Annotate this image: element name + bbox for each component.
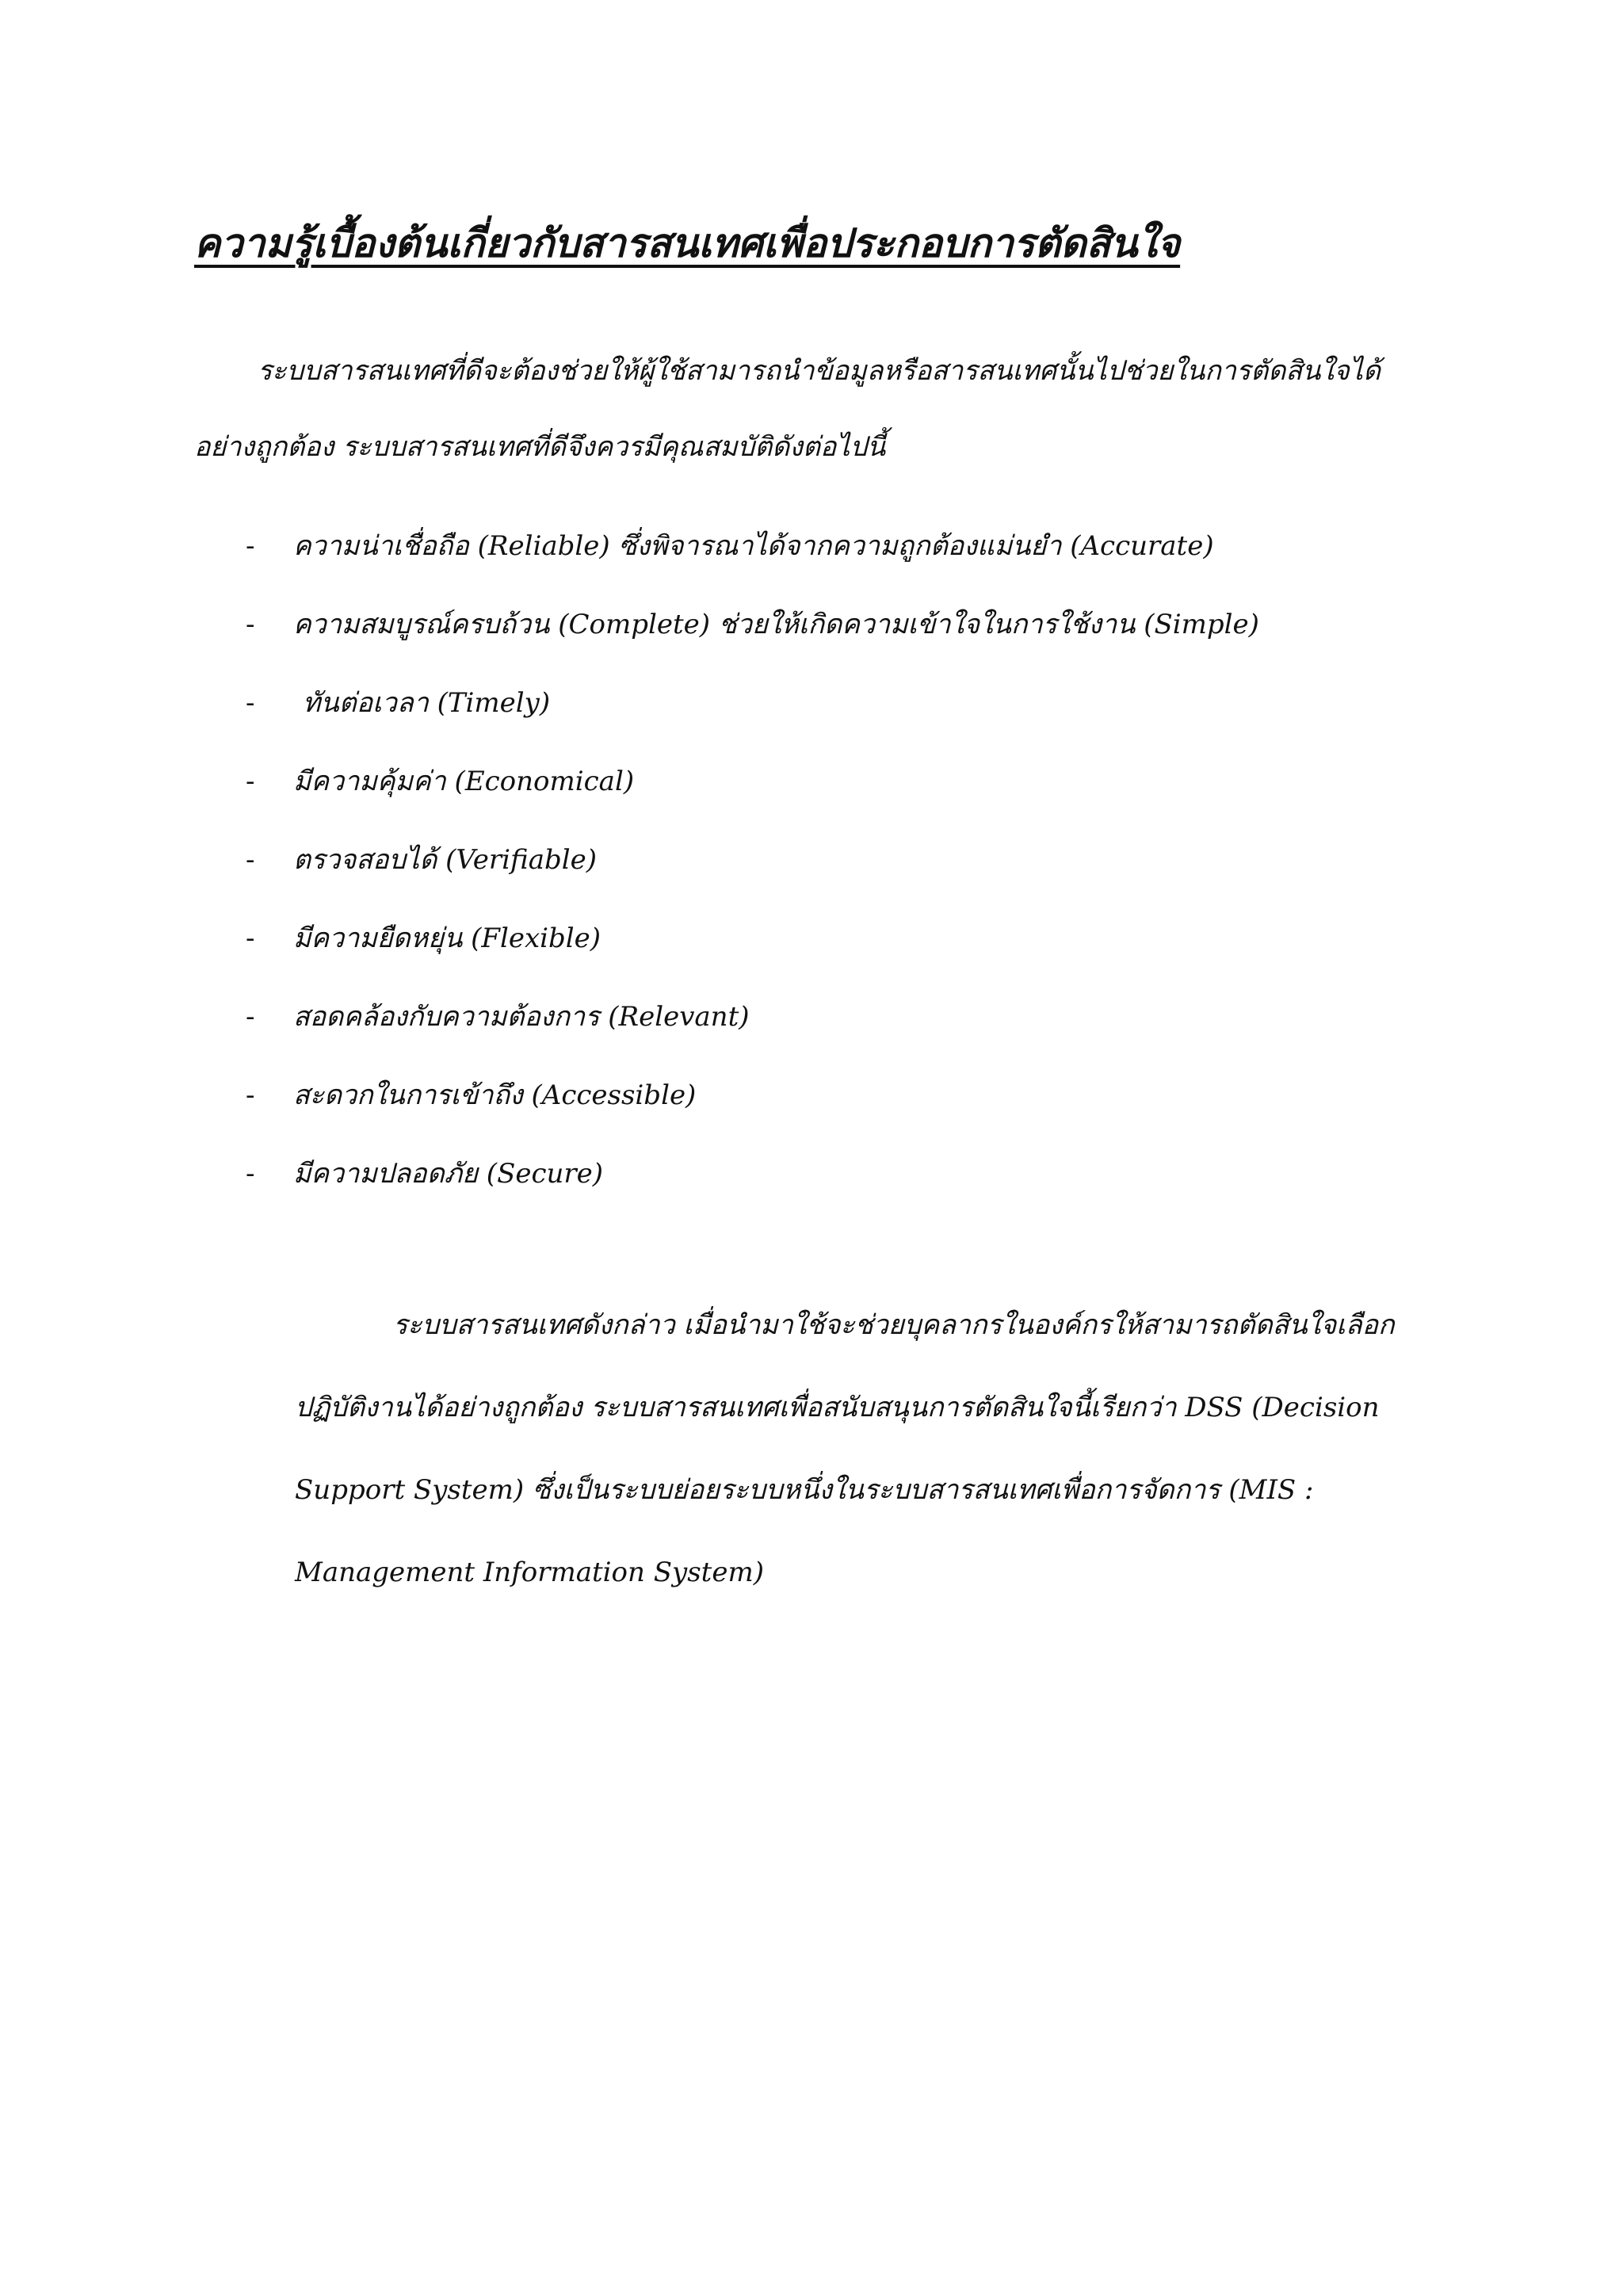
bullet-dash: - bbox=[246, 766, 255, 797]
properties-list bbox=[246, 507, 1434, 1213]
list-item bbox=[246, 664, 1434, 743]
list-item bbox=[246, 1135, 1434, 1213]
list-item-text: มีความยืดหยุ่น (Flexible) bbox=[293, 923, 601, 954]
list-item-text: สอดคล้องกับความต้องการ (Relevant) bbox=[293, 1001, 750, 1033]
list-item-text: มีความคุ้มค่า (Economical) bbox=[293, 766, 635, 797]
list-item-text: ทันต่อเวลา (Timely) bbox=[303, 687, 551, 719]
document-title: ความรู้เบื้องต้นเกี่ยวกับสารสนเทศเพื่อประกอบการตัดสินใจ bbox=[194, 220, 1181, 266]
list-item-text: สะดวกในการเข้าถึง (Accessible) bbox=[293, 1079, 697, 1111]
list-item-text: ความน่าเชื่อถือ (Reliable) ซึ่งพิจารณาได้จากความถูกต้องแม่นยำ (Accurate) bbox=[293, 530, 1214, 562]
bullet-dash: - bbox=[246, 844, 255, 876]
list-item bbox=[246, 821, 1434, 900]
list-item bbox=[246, 507, 1434, 586]
bullet-dash: - bbox=[246, 1158, 255, 1190]
bullet-dash: - bbox=[246, 923, 255, 954]
list-item-text: ความสมบูรณ์ครบถ้วน (Complete) ช่วยให้เกิดความเข้าใจในการใช้งาน (Simple) bbox=[293, 609, 1259, 640]
list-item-text: ตรวจสอบได้ (Verifiable) bbox=[293, 844, 598, 876]
bullet-dash: - bbox=[246, 687, 255, 719]
list-item bbox=[246, 743, 1434, 821]
intro-paragraph: ระบบสารสนเทศที่ดีจะต้องช่วยให้ผู้ใช้สามารถนำข้อมูลหรือสารสนเทศนั้นไปช่วยในการตัดสินใจได้อย่างถูกต้อง ระบบสารสนเทศที่ดีจึงควรมีคุณสมบัติดังต่อไปนี้ bbox=[194, 355, 1381, 463]
bullet-dash: - bbox=[246, 1079, 255, 1111]
list-item-text: มีความปลอดภัย (Secure) bbox=[293, 1158, 604, 1190]
bullet-dash: - bbox=[246, 609, 255, 640]
list-item bbox=[246, 900, 1434, 978]
bullet-dash: - bbox=[246, 1001, 255, 1033]
list-item bbox=[246, 586, 1434, 664]
list-item bbox=[246, 978, 1434, 1056]
summary-paragraph: ระบบสารสนเทศดังกล่าว เมื่อนำมาใช้จะช่วยบุคลากรในองค์กรให้สามารถตัดสินใจเลือกปฏิบัติงานได้อย่างถูกต้อง ระบบสารสนเทศเพื่อสนับสนุนการตัดสินใจนี้เรียกว่า DSS (Decision Support System) ซึ่งเป็นระบบย่อยระบบหนึ่งในระบบสารสนเทศเพื่อการจัดการ (MIS : Management Information System) bbox=[295, 1309, 1395, 1588]
list-item bbox=[246, 1056, 1434, 1135]
bullet-dash: - bbox=[246, 530, 255, 562]
